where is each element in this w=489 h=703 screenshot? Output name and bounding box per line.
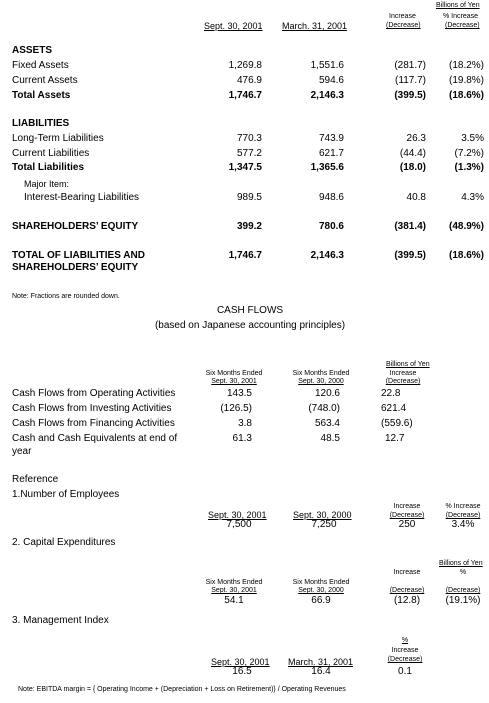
row-v2: 7,250 bbox=[311, 519, 337, 530]
capex-title: 2. Capital Expenditures bbox=[12, 537, 116, 548]
capex-unit-label: Billions of Yen bbox=[439, 560, 483, 567]
row-label: Interest-Bearing Liabilities bbox=[24, 192, 140, 203]
row-pct: (1.3%) bbox=[454, 162, 484, 173]
row-label: Current Liabilities bbox=[12, 148, 90, 159]
row-inc: (18.0) bbox=[399, 162, 426, 173]
capex-col2-line2: Sept. 30, 2000 bbox=[298, 587, 344, 594]
row-v1: 54.1 bbox=[224, 595, 244, 606]
cf-col3-line1: Increase bbox=[389, 370, 417, 377]
row-v2: 1,551.6 bbox=[310, 60, 344, 71]
cf-col1-line2: Sept. 30, 2001 bbox=[211, 378, 257, 385]
row-v1: 61.3 bbox=[232, 433, 252, 444]
row-pct: 3.5% bbox=[461, 133, 484, 144]
cf-col3-line2: (Decrease) bbox=[385, 378, 421, 385]
row-v1: 3.8 bbox=[238, 418, 252, 429]
row-inc: (44.4) bbox=[399, 148, 426, 159]
liabilities-heading: LIABILITIES bbox=[12, 118, 70, 129]
row-v1: 1,347.5 bbox=[228, 162, 262, 173]
row-pct: (18.6%) bbox=[448, 90, 484, 101]
row-v1: 1,746.7 bbox=[228, 250, 262, 261]
major-item-label: Major Item: bbox=[24, 179, 70, 189]
mgmt-title: 3. Management Index bbox=[12, 615, 109, 626]
row-label: Cash Flows from Financing Activities bbox=[12, 418, 175, 429]
mgmt-col1: Sept. 30, 2001 bbox=[211, 657, 270, 667]
row-label: Total Assets bbox=[12, 90, 71, 101]
emp-col3-line2: (Decrease) bbox=[389, 512, 425, 519]
row-pct: (48.9%) bbox=[448, 221, 484, 232]
row-pct: 4.3% bbox=[461, 192, 484, 203]
row-v2: 563.4 bbox=[314, 418, 340, 429]
row-inc: (559.6) bbox=[381, 418, 413, 429]
row-v2: 948.6 bbox=[318, 192, 344, 203]
row-inc: 250 bbox=[398, 519, 416, 530]
row-v2: 621.7 bbox=[318, 148, 344, 159]
row-inc: 0.1 bbox=[398, 666, 412, 677]
row-inc: (117.7) bbox=[395, 75, 426, 86]
row-v1: 1,746.7 bbox=[228, 90, 262, 101]
row-inc: (399.5) bbox=[394, 250, 426, 261]
mgmt-col3-line2: Increase bbox=[391, 647, 419, 654]
row-v1: 989.5 bbox=[236, 192, 262, 203]
mgmt-col2: March. 31, 2001 bbox=[288, 657, 354, 667]
row-v1: 476.9 bbox=[236, 75, 262, 86]
row-v1: 770.3 bbox=[236, 133, 262, 144]
bs-col-pct-decrease: (Decrease) bbox=[445, 22, 480, 29]
row-inc: 26.3 bbox=[406, 133, 426, 144]
row-label: Cash Flows from Investing Activities bbox=[12, 403, 172, 414]
capex-col4-line1: % bbox=[459, 569, 467, 576]
bs-col-pct-increase: % Increase bbox=[443, 13, 479, 20]
row-label: Long-Term Liabilities bbox=[12, 133, 104, 144]
row-v1: (126.5) bbox=[220, 403, 252, 414]
employees-title: 1.Number of Employees bbox=[12, 489, 120, 500]
row-v2: 780.6 bbox=[318, 221, 344, 232]
cf-unit-label: Billions of Yen bbox=[386, 361, 430, 368]
cf-title: CASH FLOWS bbox=[216, 305, 284, 316]
row-inc: (281.7) bbox=[394, 60, 426, 71]
row-v1: 577.2 bbox=[236, 148, 262, 159]
bs-col-increase: Increase bbox=[389, 13, 416, 20]
row-inc: (399.5) bbox=[394, 90, 426, 101]
capex-col3-line2: (Decrease) bbox=[389, 587, 425, 594]
capex-col1-line2: Sept. 30, 2001 bbox=[211, 587, 257, 594]
row-v2: 594.6 bbox=[318, 75, 344, 86]
row-v1: 16.5 bbox=[232, 666, 252, 677]
row-v1: 7,500 bbox=[226, 519, 252, 530]
row-v2: 48.5 bbox=[320, 433, 340, 444]
row-pct: (7.2%) bbox=[454, 148, 484, 159]
reference-title: Reference bbox=[12, 474, 59, 485]
row-label: Total Liabilities bbox=[12, 162, 85, 173]
row-v2: 16.4 bbox=[311, 666, 331, 677]
bs-note: Note: Fractions are rounded down. bbox=[12, 293, 120, 300]
row-pct: (18.6%) bbox=[448, 250, 484, 261]
cf-subtitle: (based on Japanese accounting principles) bbox=[154, 320, 346, 331]
row-v2: 2,146.3 bbox=[310, 90, 344, 101]
emp-col3-line1: Increase bbox=[393, 503, 421, 510]
capex-col4-line2: (Decrease) bbox=[445, 587, 481, 594]
mgmt-col3-line3: (Decrease) bbox=[387, 656, 423, 663]
cf-col2-line2: Sept. 30, 2000 bbox=[298, 378, 344, 385]
row-v2: (748.0) bbox=[308, 403, 340, 414]
row-inc: (12.8) bbox=[393, 595, 421, 606]
row-v2: 2,146.3 bbox=[310, 250, 344, 261]
row-pct: (18.2%) bbox=[448, 60, 484, 71]
row-inc: 621.4 bbox=[381, 403, 407, 414]
row-label: Cash Flows from Operating Activities bbox=[12, 388, 176, 399]
row-inc: (381.4) bbox=[394, 221, 426, 232]
capex-col1-line1: Six Months Ended bbox=[205, 579, 263, 586]
capex-col3-line1: Increase bbox=[393, 569, 421, 576]
row-v2: 120.6 bbox=[314, 388, 340, 399]
ebitda-note: Note: EBITDA margin = { Operating Income + (Depreciation + Loss on Retirement)} / Operating Revenues bbox=[18, 686, 346, 693]
bs-col-sept-2001: Sept. 30, 2001 bbox=[204, 21, 263, 31]
capex-col2-line1: Six Months Ended bbox=[292, 579, 350, 586]
row-v2: 1,365.6 bbox=[310, 162, 344, 173]
row-label-line1: TOTAL OF LIABILITIES AND bbox=[12, 250, 145, 261]
row-label: Cash and Cash Equivalents at end of bbox=[12, 433, 178, 444]
mgmt-col3-line1: % bbox=[401, 637, 409, 644]
emp-col2: Sept. 30, 2000 bbox=[293, 510, 352, 520]
row-v2: 66.9 bbox=[311, 595, 331, 606]
cf-col2-line1: Six Months Ended bbox=[292, 370, 350, 377]
row-v1: 143.5 bbox=[226, 388, 252, 399]
row-label-cont: year bbox=[12, 446, 32, 457]
emp-col4-line2: (Decrease) bbox=[445, 512, 481, 519]
emp-col1: Sept. 30, 2001 bbox=[208, 510, 267, 520]
row-label-line2: SHAREHOLDERS’ EQUITY bbox=[12, 262, 139, 273]
row-inc: 40.8 bbox=[406, 192, 426, 203]
row-v2: 743.9 bbox=[318, 133, 344, 144]
row-pct: 3.4% bbox=[451, 519, 475, 530]
assets-heading: ASSETS bbox=[12, 45, 53, 56]
row-v1: 1,269.8 bbox=[228, 60, 262, 71]
row-inc: 12.7 bbox=[385, 433, 405, 444]
row-v1: 399.2 bbox=[236, 221, 262, 232]
bs-col-decrease: (Decrease) bbox=[386, 22, 421, 29]
row-label: Fixed Assets bbox=[12, 60, 69, 71]
row-pct: (19.1%) bbox=[445, 595, 481, 606]
row-inc: 22.8 bbox=[381, 388, 401, 399]
row-pct: (19.8%) bbox=[448, 75, 484, 86]
cf-col1-line1: Six Months Ended bbox=[205, 370, 263, 377]
emp-col4-line1: % Increase bbox=[445, 503, 481, 510]
row-label: SHAREHOLDERS’ EQUITY bbox=[12, 221, 139, 232]
bs-unit-label: Billions of Yen bbox=[436, 2, 480, 9]
bs-col-march-2001: March. 31, 2001 bbox=[282, 21, 348, 31]
row-label: Current Assets bbox=[12, 75, 78, 86]
